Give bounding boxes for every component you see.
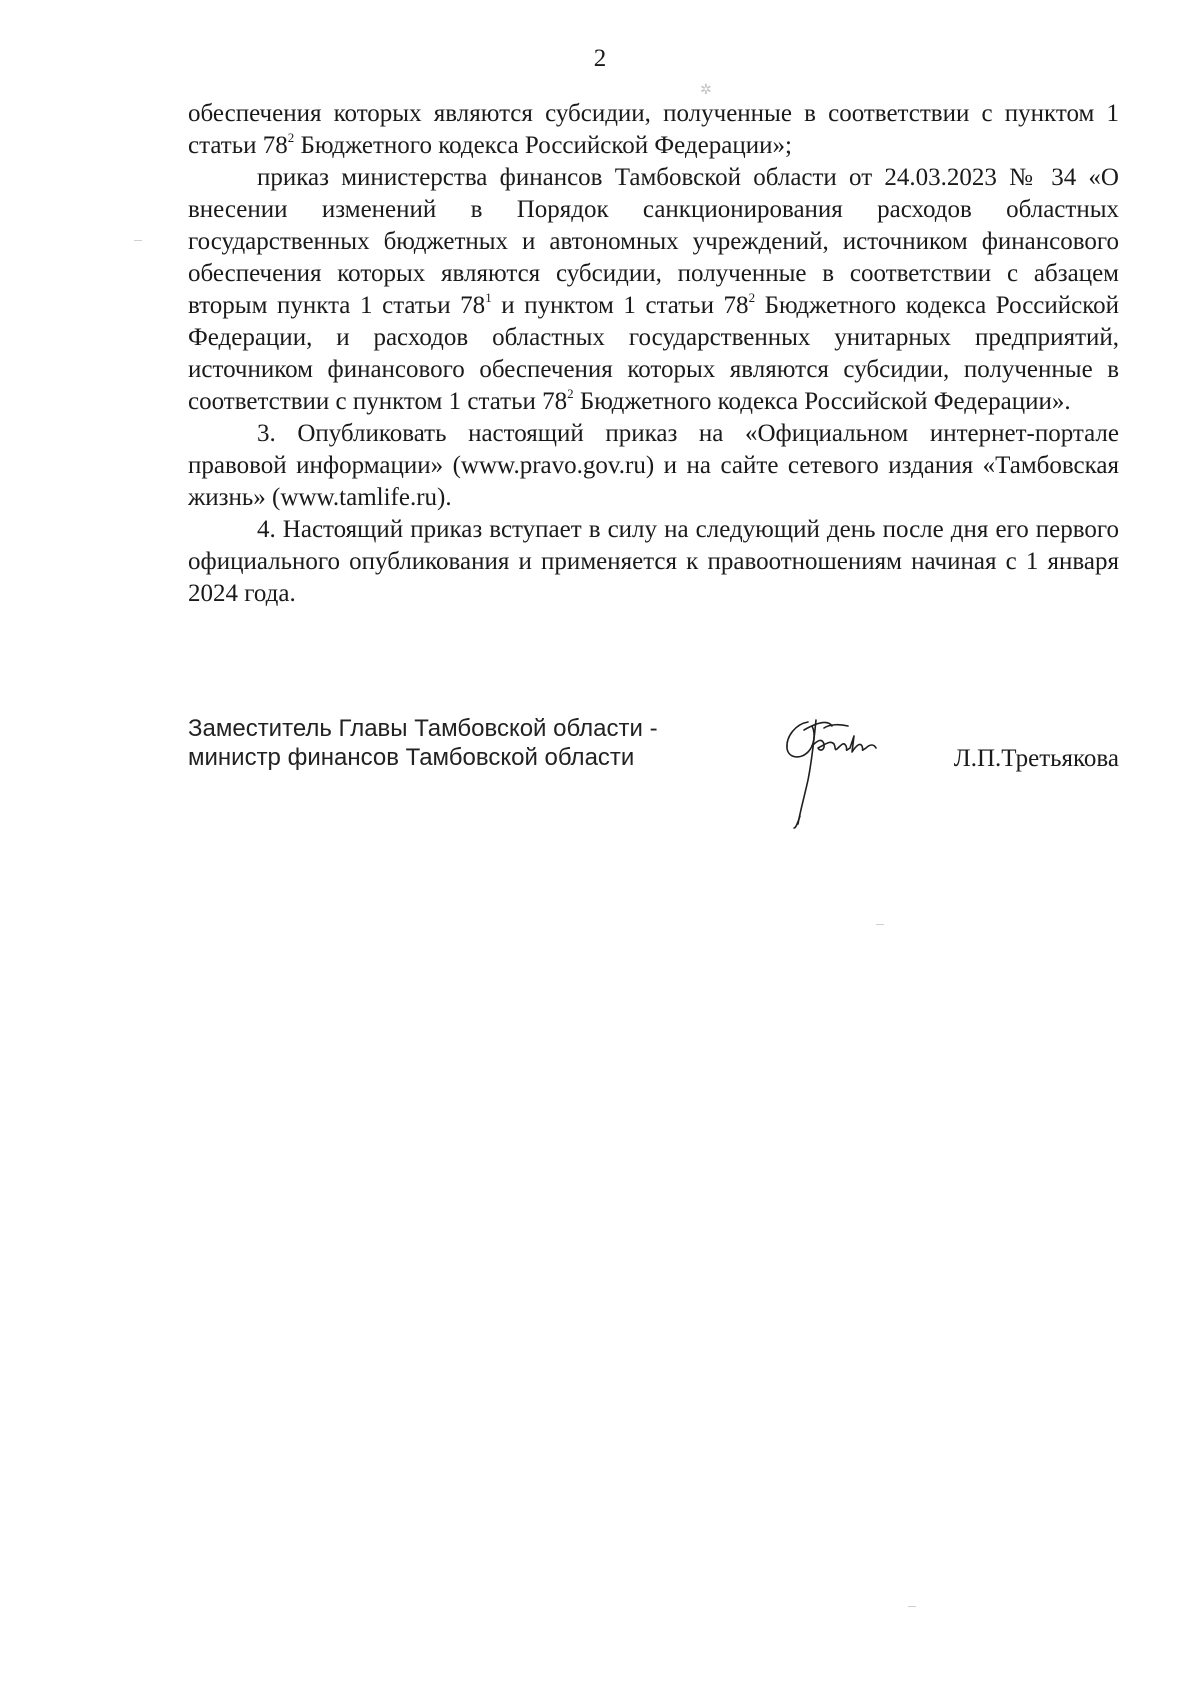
scan-artifact-icon: ✲ <box>700 83 712 98</box>
page-number: 2 <box>593 45 607 72</box>
paragraph-1-text-b: Бюджетного кодекса Российской Федерации»; <box>294 132 792 159</box>
paragraph-4: 4. Настоящий приказ вступает в силу на следующий день после дня его первого официального опубликования и применяется к правоотношениям начиная с 1 января 2024 года. <box>188 516 1119 607</box>
signer-position <box>188 714 658 772</box>
signer-position-line-1: Заместитель Главы Тамбовской области - <box>188 715 658 742</box>
handwritten-signature-icon <box>756 700 896 830</box>
paragraph-2-text-d: Бюджетного кодекса Российской Федерации». <box>573 388 1071 415</box>
signer-name: Л.П.Третьякова <box>953 745 1119 772</box>
superscript: 2 <box>748 290 756 305</box>
superscript: 2 <box>567 386 574 401</box>
paragraph-2-text-c: Бюджетного кодекса Российской Федерации, и расходов областных государственных унитарных предприятий, источником финансового обеспечения которых являются субсидии, полученные в соответствии с пунктом 1 статьи 78 <box>188 292 1120 415</box>
paragraph-1-text-a: обеспечения которых являются субсидии, полученные в соответствии с пунктом 1 статьи 78 <box>188 100 1119 159</box>
paragraph-1 <box>188 98 1119 162</box>
scan-mark <box>908 1606 916 1607</box>
signature-block <box>188 714 1119 844</box>
superscript: 1 <box>485 290 492 305</box>
paragraph-2-text-b: и пунктом 1 статьи 78 <box>491 292 749 319</box>
document-body <box>188 98 1119 610</box>
superscript: 2 <box>287 130 295 145</box>
scan-mark <box>876 924 884 925</box>
paragraph-2-text-a: приказ министерства финансов Тамбовской области от 24.03.2023 № 34 «О внесении изменений в Порядок санкционирования расходов областных государственных бюджетных и автономных учреждений, источником финансового обеспечения которых являются субсидии, полученные в соответствии с абзацем вторым пункта 1 статьи 78 <box>188 164 1119 319</box>
signer-position-line-2: министр финансов Тамбовской области <box>188 744 635 771</box>
scan-mark <box>134 240 142 241</box>
paragraph-3: 3. Опубликовать настоящий приказ на «Официальном интернет-портале правовой информации» (www.pravo.gov.ru) и на сайте сетевого издания «Тамбовская жизнь» (www.tamlife.ru). <box>188 420 1119 511</box>
paragraph-2 <box>188 162 1119 418</box>
